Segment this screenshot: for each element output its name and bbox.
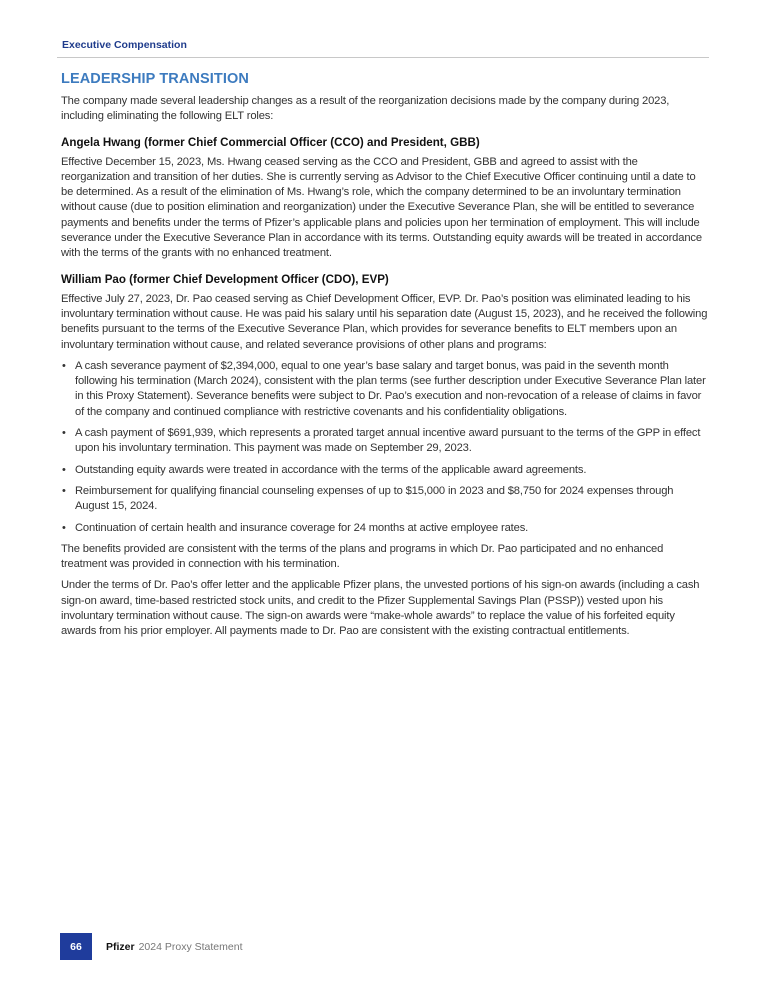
list-item: [61, 521, 709, 536]
footer-document-title: 2024 Proxy Statement: [138, 940, 243, 953]
list-item: [61, 359, 709, 420]
list-item-text: Reimbursement for qualifying financial counseling expenses of up to $15,000 in 2023 and $8,750 for 2024 expenses through August 15, 2024.: [75, 484, 674, 513]
bullet-icon: •: [62, 521, 66, 534]
page-number-badge: 66: [60, 933, 92, 960]
pao-subtitle: William Pao (former Chief Development Officer (CDO), EVP): [61, 272, 389, 286]
bullet-icon: •: [62, 359, 66, 372]
closing-paragraph-2: Under the terms of Dr. Pao’s offer letter and the applicable Pfizer plans, the unvested portions of his sign-on awards (including a cash sign-on award, time-based restricted stock units, and credit to the Pfizer Supplemental Savings Plan (PSSP)) vested upon his involuntary termination without cause. The sign-on awards were “make-whole awards” to replace the value of his forfeited equity awards from his prior employer. All payments made to Dr. Pao are consistent with the existing contractual entitlements.: [61, 579, 700, 638]
header-divider: [57, 57, 709, 58]
main-content: [61, 71, 709, 646]
closing-paragraph-1: The benefits provided are consistent with the terms of the plans and programs in which Dr. Pao participated and no enhanced treatment was provided in connection with his termination.: [61, 542, 664, 571]
page-footer: [60, 933, 243, 960]
hwang-subtitle: Angela Hwang (former Chief Commercial Officer (CCO) and President, GBB): [61, 135, 480, 149]
section-title: LEADERSHIP TRANSITION: [61, 71, 249, 87]
list-item-text: A cash payment of $691,939, which represents a prorated target annual incentive award pursuant to the terms of the GPP in effect upon his involuntary termination. This payment was made on September 29, 2023.: [75, 427, 701, 455]
intro-paragraph: The company made several leadership changes as a result of the reorganization decisions made by the company during 2023, including eliminating the following ELT roles:: [61, 95, 670, 123]
list-item-text: A cash severance payment of $2,394,000, equal to one year’s base salary and target bonus, was paid in the seventh month following his termination (March 2024), consistent with the plan terms (see further description under Executive Severance Plan later in this Proxy Statement). Severance benefits were subject to Dr. Pao’s execution and non-revocation of a release of claims in favor of the company and continued compliance with restrictive covenants and his confidentiality obligations.: [75, 359, 706, 418]
list-item: [61, 484, 709, 515]
section-header-label: Executive Compensation: [62, 39, 187, 51]
hwang-paragraph: Effective December 15, 2023, Ms. Hwang ceased serving as the CCO and President, GBB and agreed to assist with the reorganization and transition of her duties. She is currently serving as Advisor to the Chief Executive Officer continuing until a date to be determined. As a result of the elimination of Ms. Hwang’s role, which the company determined to be an involuntary termination without cause (due to position elimination and reorganization) under the Executive Severance Plan, she will be entitled to severance payments and benefits under the terms of Pfizer’s applicable plans and policies upon her termination of employment. This will include severance under the Executive Severance Plan in accordance with its terms. Outstanding equity awards will be treated in accordance with the terms of the grants with no enhanced treatment.: [61, 155, 702, 260]
list-item: [61, 463, 709, 478]
bullet-icon: •: [62, 484, 66, 497]
bullet-icon: •: [62, 463, 66, 476]
footer-brand: Pfizer: [106, 940, 135, 953]
list-item-text: Continuation of certain health and insurance coverage for 24 months at active employee rates.: [75, 521, 529, 534]
pao-benefits-list: [61, 359, 709, 536]
pao-paragraph: Effective July 27, 2023, Dr. Pao ceased serving as Chief Development Officer, EVP. Dr. Pao’s position was eliminated leading to his involuntary termination without cause. He was paid his salary until his separation date (August 15, 2023), and he received the following benefits pursuant to the terms of the Executive Severance Plan, which provides for severance benefits to ELT members upon an involuntary termination without cause, and related severance provisions of other plans and programs:: [61, 292, 708, 351]
list-item: [61, 426, 709, 457]
bullet-icon: •: [62, 427, 66, 440]
list-item-text: Outstanding equity awards were treated in accordance with the terms of the applicable award agreements.: [75, 463, 587, 476]
